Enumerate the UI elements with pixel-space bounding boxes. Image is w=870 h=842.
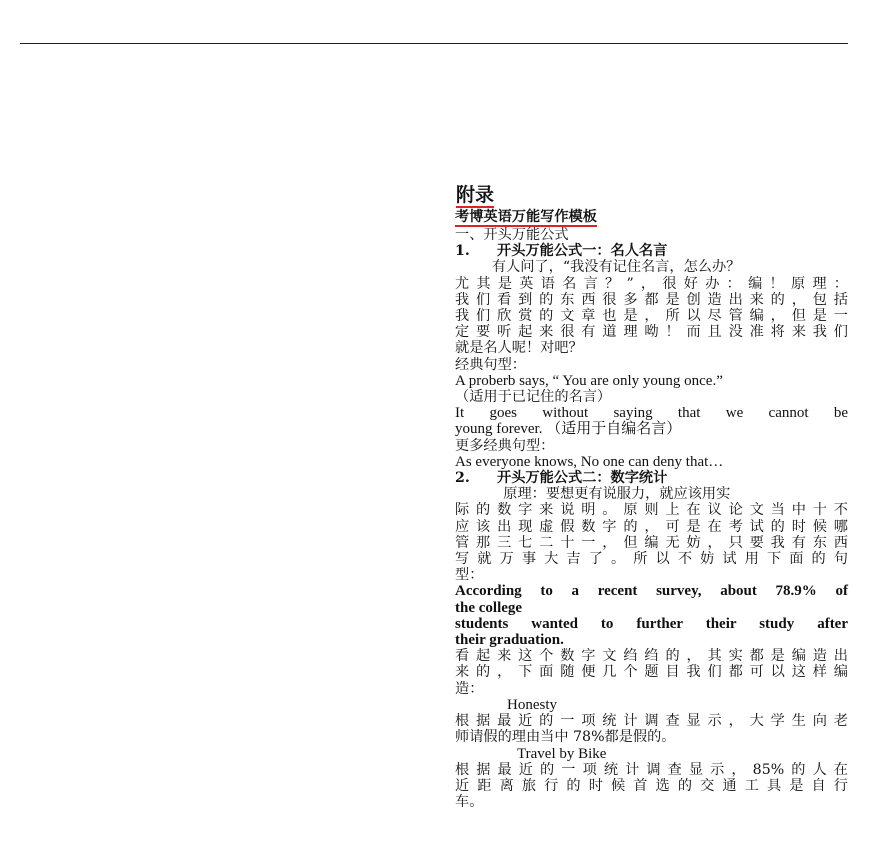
para-3-line: 造： xyxy=(455,680,484,697)
bike-title: Travel by Bike xyxy=(517,745,607,762)
para-2-line: 应该出现虚假数字的，可是在考试的时候哪 xyxy=(455,518,848,535)
honesty-line: 师请假的理由当中 78%都是假的。 xyxy=(455,729,676,746)
document-body xyxy=(455,184,848,810)
para-1-line: 我们欣赏的文章也是，所以尽管编，但是一 xyxy=(455,308,848,325)
para-1-line: 尤其是英语名言？”，很好办：编！原理： xyxy=(455,275,848,292)
para-1-line: 我们看到的东西很多都是创造出来的，包括 xyxy=(455,291,848,308)
classic-label: 经典句型： xyxy=(455,356,526,373)
para-1-line: 定要听起来很有道理呦！而且没准将来我们 xyxy=(455,324,848,341)
header-rule xyxy=(20,43,848,44)
bike-line: 车。 xyxy=(455,794,484,811)
bike-line: 近距离旅行的时候首选的交通工具是自行 xyxy=(455,777,848,794)
para-2-line: 写就万事大吉了。所以不妨试用下面的句 xyxy=(455,551,848,568)
para-2-line: 管那三七二十一，但编无妨，只要我有东西 xyxy=(455,534,848,551)
survey-line: the college xyxy=(455,599,523,616)
formula-1-number: 1. xyxy=(455,243,470,260)
formula-2-heading xyxy=(455,470,848,486)
forever-line: young forever. （适用于自编名言） xyxy=(455,421,682,438)
para-2-line: 原理：要想更有说服力，就应该用实 xyxy=(503,486,731,503)
forever-line: It goes without saying that we cannot be xyxy=(455,405,848,422)
classic-note: （适用于已记住的名言） xyxy=(455,389,612,406)
honesty-title: Honesty xyxy=(507,696,557,713)
classic-sentence: A proberb says, “ You are only young once.” xyxy=(455,372,723,389)
para-3-line: 看起来这个数字文绉绉的，其实都是编造出 xyxy=(455,648,848,665)
formula-2-title: 开头万能公式二：数字统计 xyxy=(497,470,668,487)
formula-1-title: 开头万能公式一：名人名言 xyxy=(497,243,668,260)
para-1-line: 有人问了，“我没有记住名言，怎么办？ xyxy=(491,259,741,276)
honesty-line: 根据最近的一项统计调查显示，大学生向老 xyxy=(455,713,848,730)
para-2-line: 型： xyxy=(455,567,484,584)
survey-line: students wanted to further their study after xyxy=(455,615,848,632)
document-subtitle: 考博英语万能写作模板 xyxy=(455,209,597,225)
para-1-line: 就是名人呢！对吧？ xyxy=(455,340,583,357)
bike-line: 根据最近的一项统计调查显示，85%的人在 xyxy=(455,761,848,778)
more-sentence: As everyone knows, No one can deny that… xyxy=(455,453,724,470)
section-heading: 一、开头万能公式 xyxy=(455,227,569,243)
survey-line: According to a recent survey, about 78.9% of xyxy=(455,583,848,600)
formula-1-heading xyxy=(455,243,848,259)
para-3-line: 来的，下面随便几个题目我们都可以这样编 xyxy=(455,664,848,681)
survey-line: their graduation. xyxy=(455,632,564,649)
para-2-line: 际的数字来说明。原则上在议论文当中十不 xyxy=(455,502,848,519)
formula-2-number: 2. xyxy=(455,470,470,487)
page-title: 附录 xyxy=(456,184,495,206)
more-label: 更多经典句型： xyxy=(455,437,555,454)
